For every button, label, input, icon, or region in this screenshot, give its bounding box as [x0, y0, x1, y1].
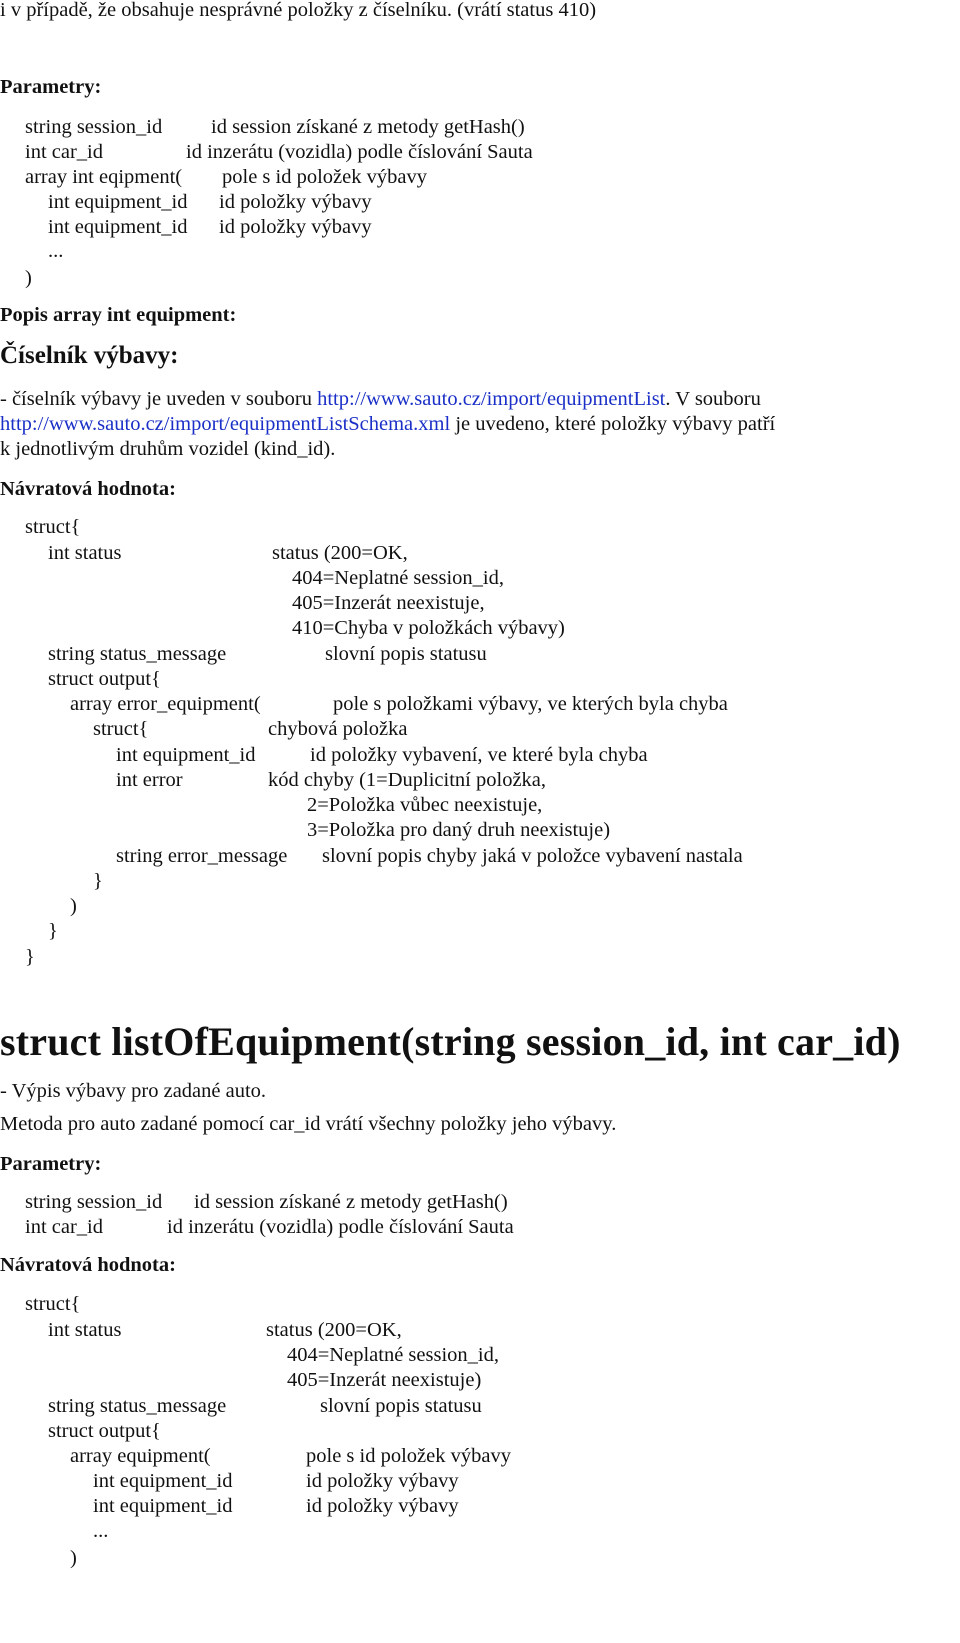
field-name: string status_message: [48, 1395, 227, 1417]
field-name: int status: [48, 1319, 122, 1341]
struct-open: struct{: [25, 516, 81, 538]
field-desc: 404=Neplatné session_id,: [292, 567, 504, 589]
brace-close: }: [93, 870, 103, 892]
param-name: string session_id: [25, 1191, 163, 1213]
method-description: Metoda pro auto zadané pomocí car_id vrátí všechny položky jeho výbavy.: [0, 1113, 617, 1135]
field-desc: status (200=OK,: [266, 1319, 402, 1341]
method-title: struct listOfEquipment(string session_id, int car_id): [0, 1019, 901, 1064]
struct-open: struct{: [25, 1293, 81, 1315]
param-desc: id položky výbavy: [219, 216, 372, 238]
field-name: array error_equipment(: [70, 693, 261, 715]
param-desc: id inzerátu (vozidla) podle číslování Sauta: [167, 1216, 514, 1238]
param-desc: id session získané z metody getHash(): [211, 116, 525, 138]
field-name: int equipment_id: [93, 1470, 233, 1492]
field-desc: chybová položka: [268, 718, 408, 740]
params-heading: Parametry:: [0, 1153, 102, 1175]
field-desc: 2=Položka vůbec neexistuje,: [307, 794, 543, 816]
field-name: int error: [116, 769, 183, 791]
description-text: je uvedeno, které položky výbavy patří: [450, 413, 776, 435]
field-desc: 410=Chyba v položkách výbavy): [292, 617, 565, 639]
params-heading: Parametry:: [0, 76, 102, 98]
ellipsis: ...: [48, 240, 64, 262]
brace-close: }: [25, 946, 35, 968]
field-desc: id položky výbavy: [306, 1470, 459, 1492]
param-name: int car_id: [25, 1216, 103, 1238]
method-summary: - Výpis výbavy pro zadané auto.: [0, 1080, 267, 1102]
equipment-list-link[interactable]: http://www.sauto.cz/import/equipmentList: [317, 388, 666, 410]
param-desc: pole s id položek výbavy: [222, 166, 427, 188]
field-name: string error_message: [116, 845, 288, 867]
paren-close: ): [70, 895, 77, 917]
brace-close: }: [48, 920, 58, 942]
field-desc: pole s položkami výbavy, ve kterých byla chyba: [333, 693, 728, 715]
field-name: int equipment_id: [93, 1495, 233, 1517]
param-name: array int eqipment(: [25, 166, 183, 188]
close-paren: ): [25, 267, 32, 289]
field-name: int equipment_id: [116, 744, 256, 766]
field-desc: id položky vybavení, ve které byla chyba: [310, 744, 648, 766]
field-desc: slovní popis chyby jaká v položce vybavení nastala: [322, 845, 743, 867]
popis-heading: Popis array int equipment:: [0, 304, 237, 326]
ciselnik-heading: Číselník výbavy:: [0, 342, 179, 369]
ciselnik-description-line-3: k jednotlivým druhům vozidel (kind_id).: [0, 438, 336, 460]
param-name: int equipment_id: [48, 191, 188, 213]
param-name: string session_id: [25, 116, 163, 138]
field-desc: 405=Inzerát neexistuje): [287, 1369, 482, 1391]
field-name: int status: [48, 542, 122, 564]
return-heading: Návratová hodnota:: [0, 478, 176, 500]
field-desc: pole s id položek výbavy: [306, 1445, 511, 1467]
field-desc: kód chyby (1=Duplicitní položka,: [268, 769, 547, 791]
field-name: struct{: [93, 718, 149, 740]
param-desc: id inzerátu (vozidla) podle číslování Sauta: [186, 141, 533, 163]
field-name: array equipment(: [70, 1445, 211, 1467]
equipment-schema-link[interactable]: http://www.sauto.cz/import/equipmentListSchema: [0, 413, 414, 435]
intro-line: i v případě, že obsahuje nesprávné položky z číselníku. (vrátí status 410): [0, 0, 597, 21]
field-desc: slovní popis statusu: [320, 1395, 482, 1417]
ciselnik-description-line-2: [0, 411, 775, 437]
struct-output-open: struct output{: [48, 668, 161, 690]
param-name: int car_id: [25, 141, 103, 163]
struct-output-open: struct output{: [48, 1420, 161, 1442]
param-desc: id session získané z metody getHash(): [194, 1191, 508, 1213]
field-desc: 404=Neplatné session_id,: [287, 1344, 499, 1366]
description-text: . V souboru: [665, 388, 761, 410]
return-heading: Návratová hodnota:: [0, 1254, 176, 1276]
ellipsis: ...: [93, 1520, 109, 1542]
field-desc: id položky výbavy: [306, 1495, 459, 1517]
field-desc: slovní popis statusu: [325, 643, 487, 665]
equipment-schema-link-ext[interactable]: .xml: [413, 413, 451, 435]
paren-close: ): [70, 1547, 77, 1569]
field-name: string status_message: [48, 643, 227, 665]
description-text: - číselník výbavy je uveden v souboru: [0, 388, 318, 410]
field-desc: 405=Inzerát neexistuje,: [292, 592, 485, 614]
field-desc: status (200=OK,: [272, 542, 408, 564]
ciselnik-description-line-1: [0, 386, 761, 412]
param-desc: id položky výbavy: [219, 191, 372, 213]
field-desc: 3=Položka pro daný druh neexistuje): [307, 819, 611, 841]
param-name: int equipment_id: [48, 216, 188, 238]
